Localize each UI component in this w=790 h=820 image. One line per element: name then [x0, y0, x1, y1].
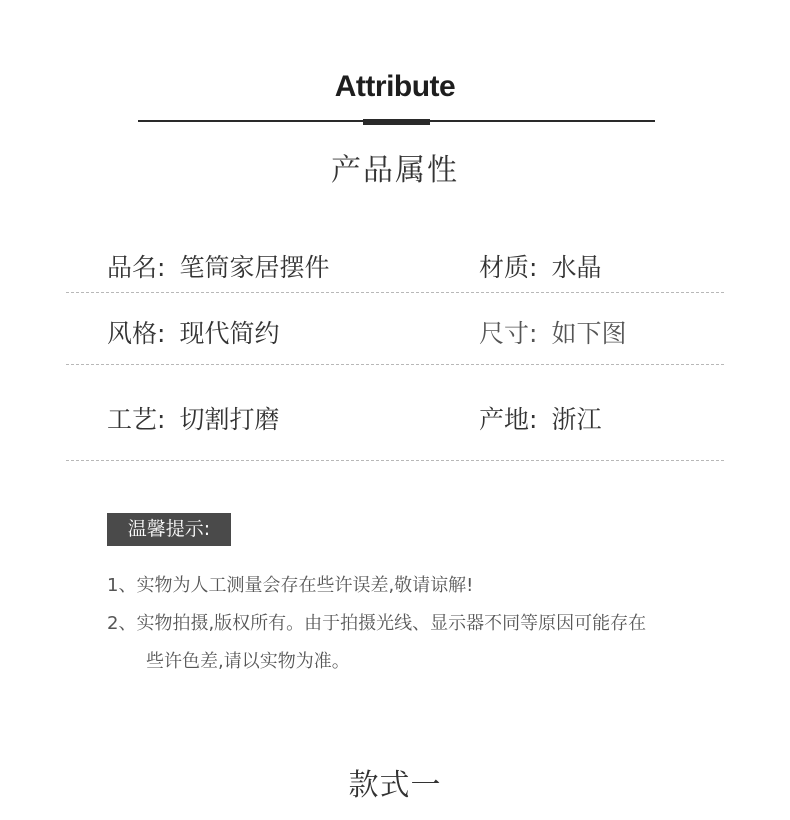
tip-badge: 温馨提示:	[107, 513, 231, 546]
attribute-heading: Attribute	[334, 70, 456, 103]
attribute-value: 水晶	[551, 253, 602, 282]
attribute-label: 材质:	[479, 253, 538, 282]
attribute-label: 工艺:	[107, 405, 166, 434]
attribute-label: 风格:	[107, 319, 166, 348]
attribute-value: 浙江	[551, 405, 602, 434]
attribute-product-name	[107, 248, 329, 284]
tip-line-2: 2、实物拍摄,版权所有。由于拍摄光线、显示器不同等原因可能存在	[107, 613, 647, 634]
heading-divider-accent	[363, 119, 430, 125]
attribute-material	[479, 248, 601, 284]
attribute-origin	[479, 400, 601, 436]
attribute-label: 产地:	[479, 405, 538, 434]
attribute-size	[479, 314, 626, 350]
row-divider	[66, 460, 724, 461]
style-section-title: 款式一	[348, 768, 442, 803]
tip-line-3: 些许色差,请以实物为准。	[146, 651, 350, 672]
tip-line-1: 1、实物为人工测量会存在些许误差,敬请谅解!	[107, 575, 474, 596]
attribute-value: 如下图	[551, 319, 627, 348]
product-attributes-heading: 产品属性	[331, 153, 459, 188]
attribute-value: 切割打磨	[179, 405, 280, 434]
attribute-label: 品名:	[107, 253, 166, 282]
attribute-value: 笔筒家居摆件	[179, 253, 330, 282]
row-divider	[66, 292, 724, 293]
attribute-value: 现代简约	[179, 319, 280, 348]
attribute-label: 尺寸:	[479, 319, 538, 348]
attribute-style	[107, 314, 279, 350]
row-divider	[66, 364, 724, 365]
attribute-craft	[107, 400, 279, 436]
